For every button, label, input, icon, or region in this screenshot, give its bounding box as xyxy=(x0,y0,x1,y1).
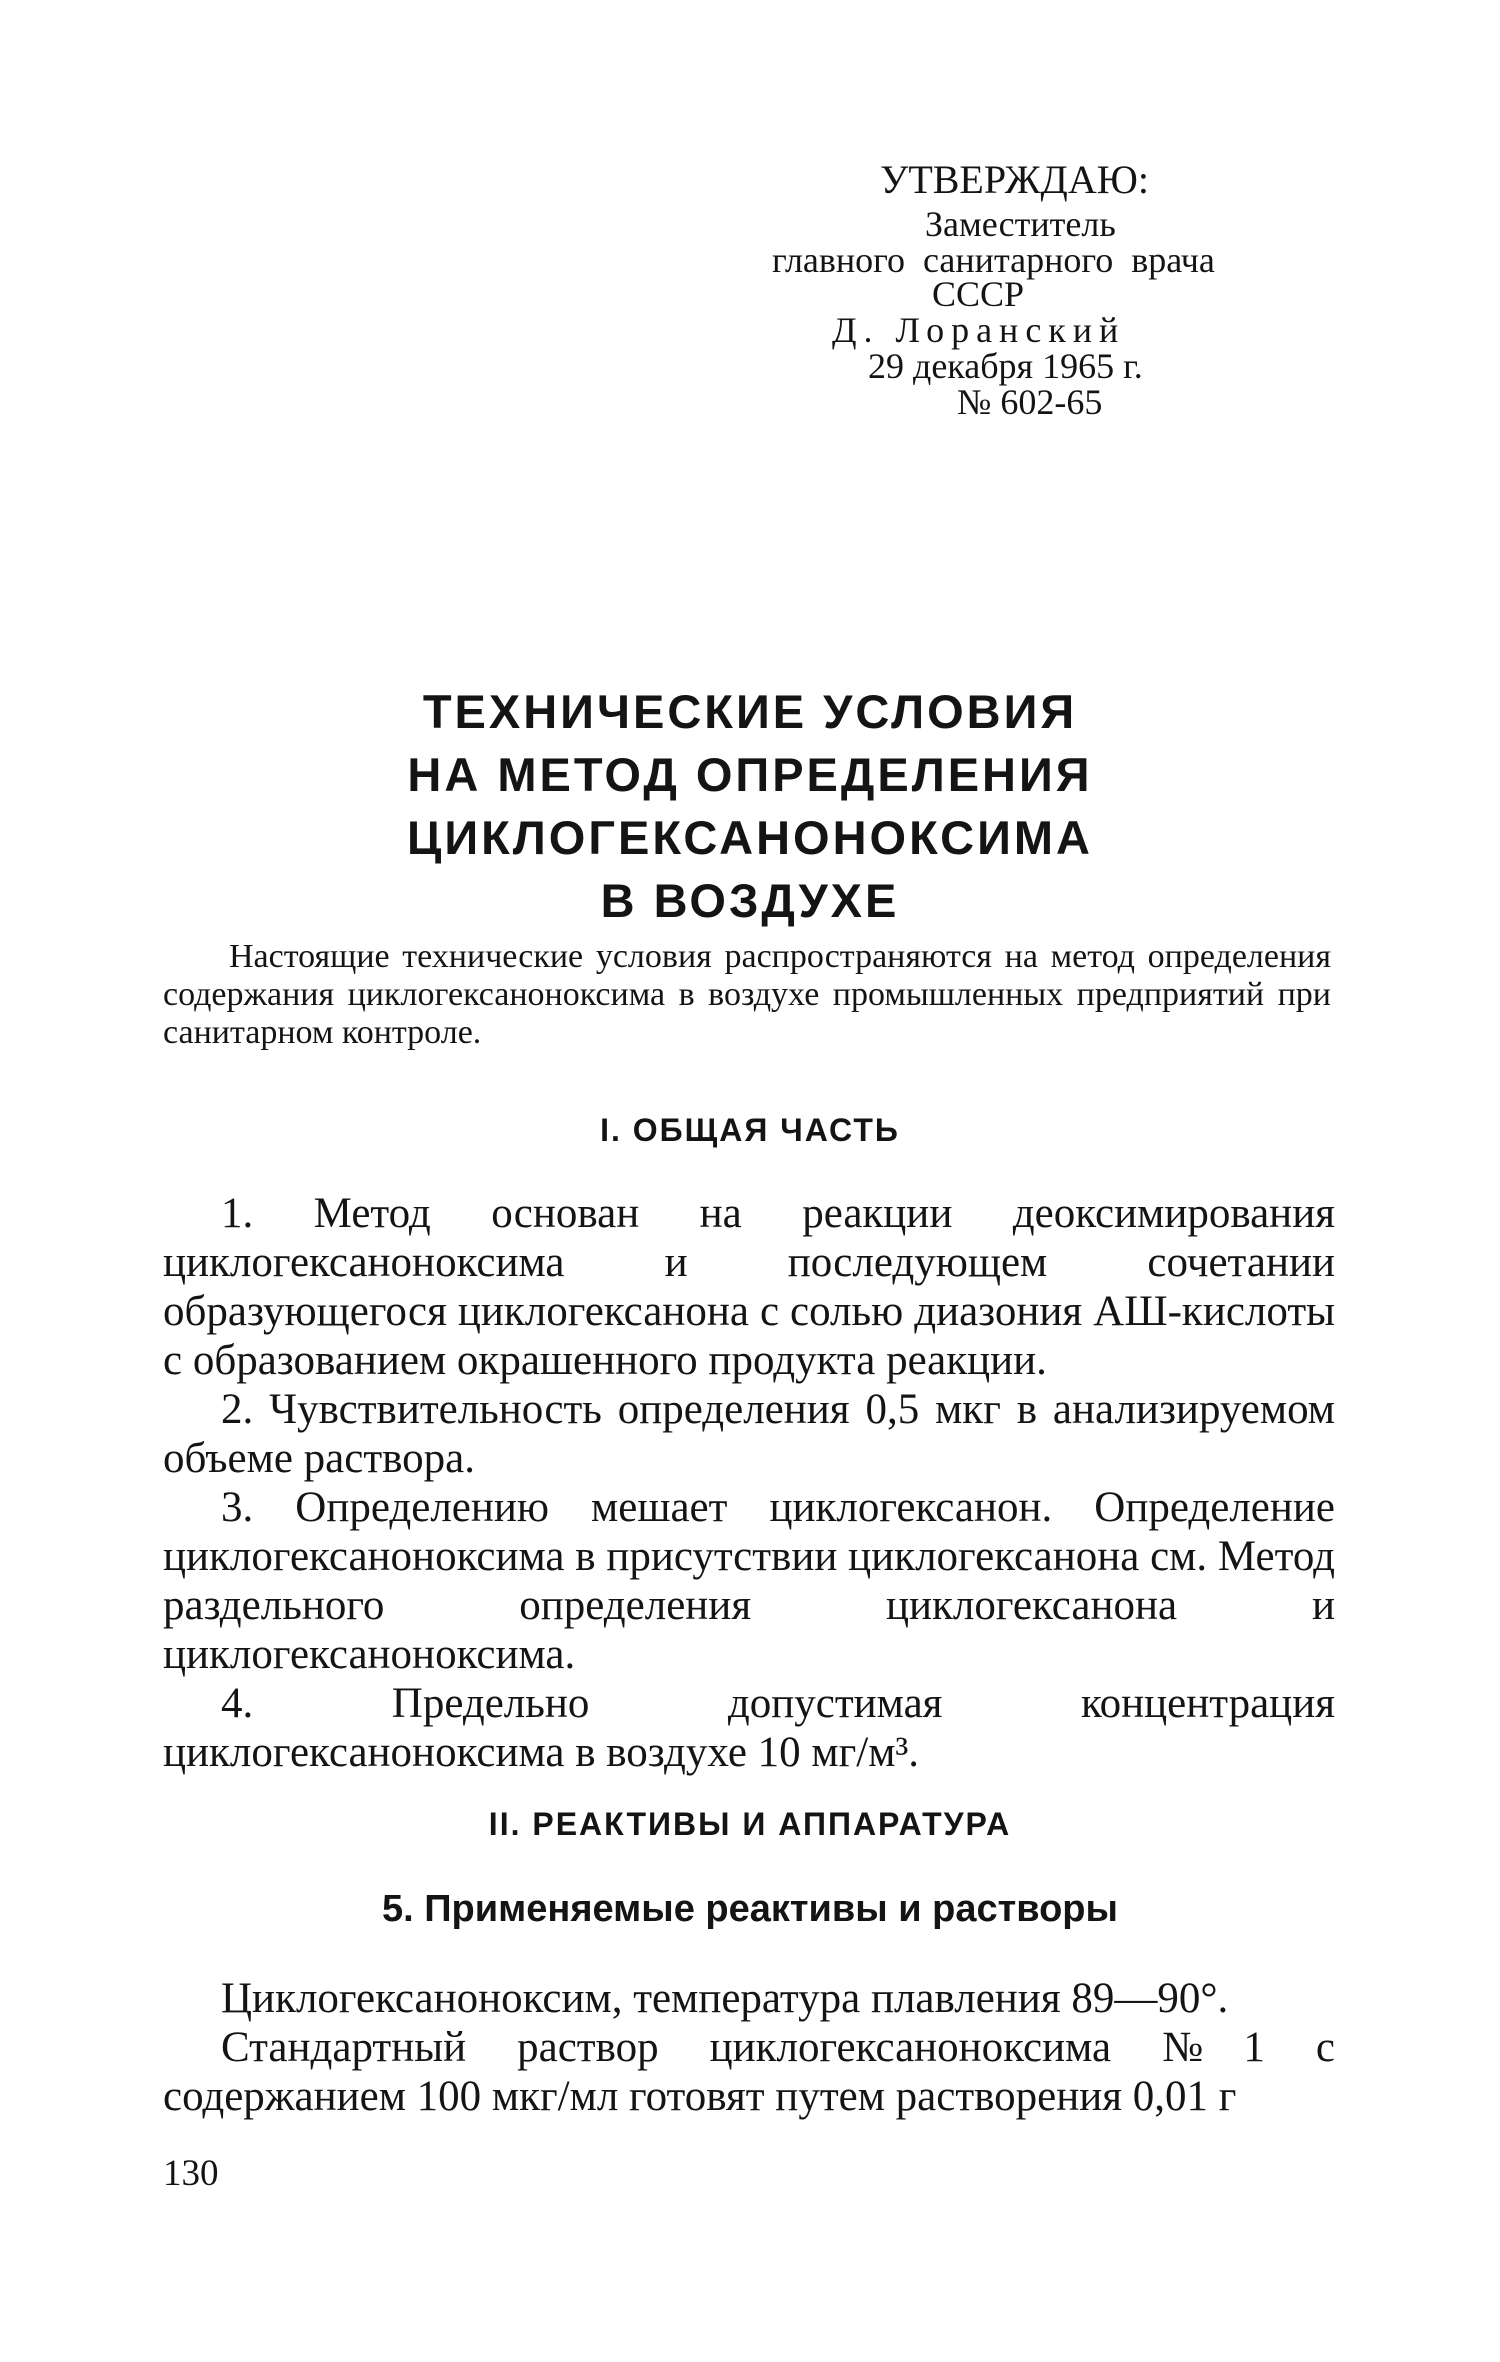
page-number: 130 xyxy=(163,2153,219,2194)
item-1: 1. Метод основан на реакции деоксимирования циклогексаноноксима и последующем сочетании образующегося циклогексанона с солью диазония АШ-кислоты с образованием окрашенного продукта реакции. xyxy=(163,1190,1335,1384)
title-line-3: ЦИКЛОГЕКСАНОНОКСИМА xyxy=(407,811,1093,864)
section-2-subheading: 5. Применяемые реактивы и растворы xyxy=(382,1888,1118,1930)
title-line-1: ТЕХНИЧЕСКИЕ УСЛОВИЯ xyxy=(422,685,1078,738)
item-4: 4. Предельно допустимая концентрация циклогексаноноксима в воздухе 10 мг/м³. xyxy=(163,1680,1335,1776)
reagent-paragraph-2: Стандартный раствор циклогексаноноксима №1 с содержанием 100 мкг/мл готовят путем растворения 0,01 г xyxy=(163,2024,1335,2120)
item-2: 2. Чувствительность определения 0,5 мкг в анализируемом объеме раствора. xyxy=(163,1386,1335,1482)
section-1-heading: I. ОБЩАЯ ЧАСТЬ xyxy=(600,1112,900,1148)
intro-paragraph: Настоящие технические условия распространяются на метод определения содержания циклогексаноноксима в воздухе промышленных предприятий при санитарном контроле. xyxy=(163,938,1331,1051)
reagent-paragraph-1: Циклогексаноноксим, температура плавления 89—90°. xyxy=(221,1975,1229,2022)
approval-position-line3: СССР xyxy=(932,274,1025,314)
approval-number: № 602-65 xyxy=(957,382,1103,422)
approval-position-line2: главного санитарного врача xyxy=(772,240,1215,280)
document-title xyxy=(330,680,1170,932)
title-line-2: НА МЕТОД ОПРЕДЕЛЕНИЯ xyxy=(407,748,1093,801)
section-2-body xyxy=(163,1974,1335,2121)
title-line-4: В ВОЗДУХЕ xyxy=(600,874,900,927)
approval-position-line1: Заместитель xyxy=(925,204,1116,244)
section-2-heading: II. РЕАКТИВЫ И АППАРАТУРА xyxy=(488,1806,1012,1842)
approval-title: УТВЕРЖДАЮ: xyxy=(880,157,1149,202)
item-3: 3. Определению мешает циклогексанон. Определение циклогексаноноксима в присутствии циклогексанона см. Метод раздельного определения циклогексанона и циклогексаноноксима. xyxy=(163,1484,1335,1678)
approval-signatory: Д. Лоранский xyxy=(832,310,1126,350)
approval-date: 29 декабря 1965 г. xyxy=(868,346,1143,386)
section-1-items xyxy=(163,1189,1335,1777)
